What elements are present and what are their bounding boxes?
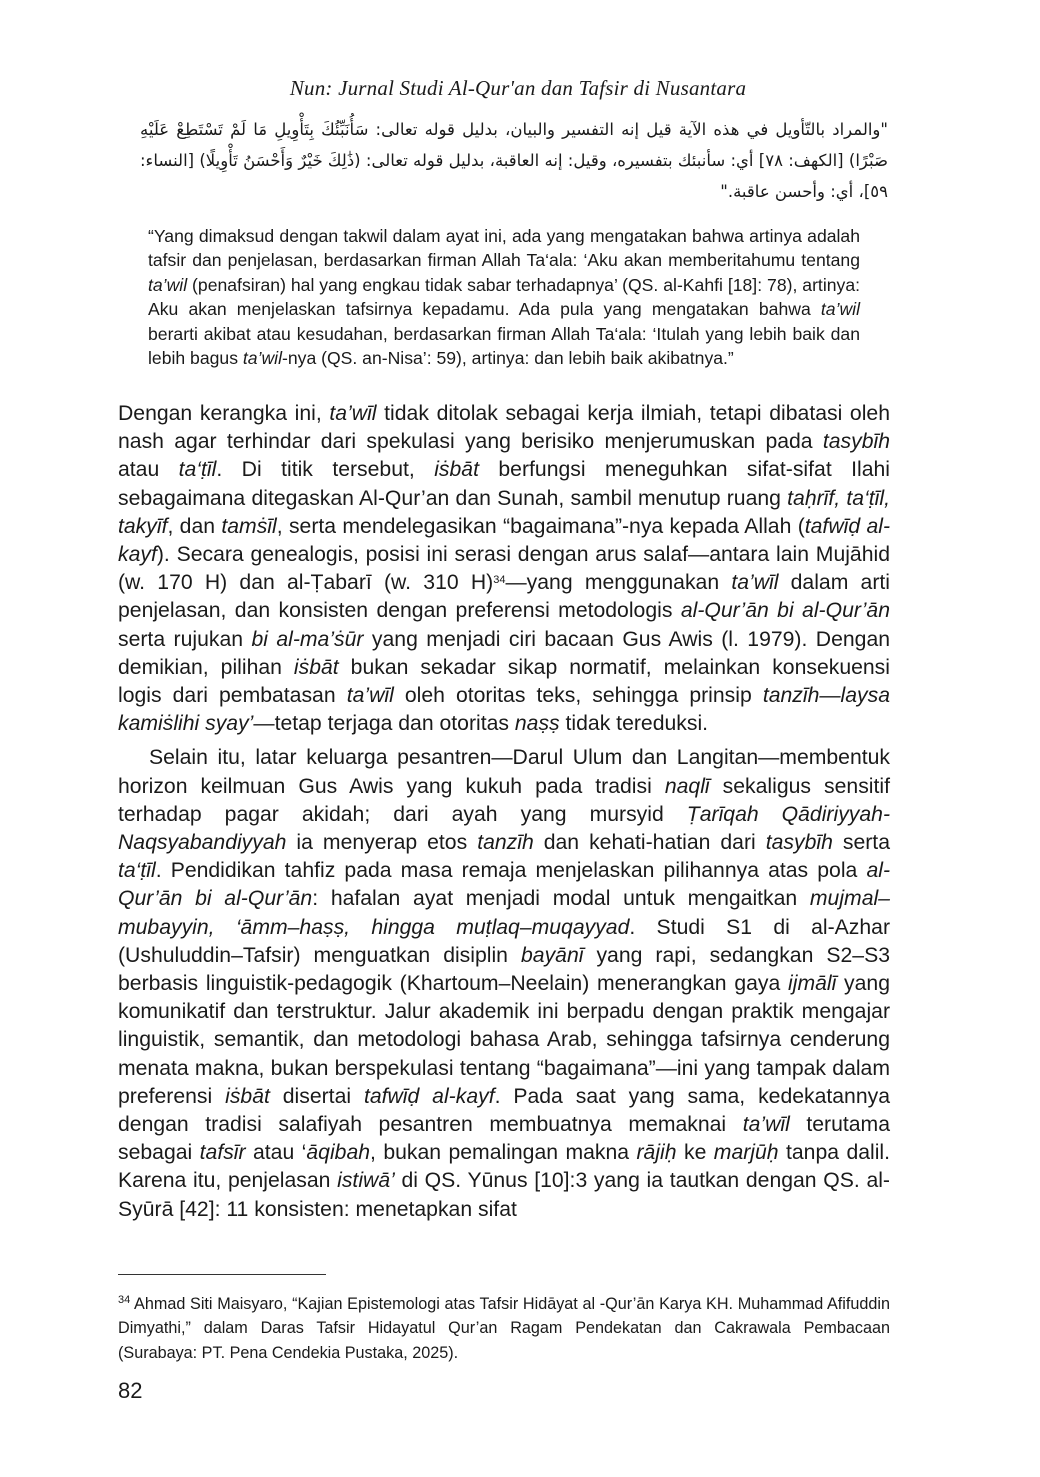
footnote-reference[interactable]: 34 [493, 574, 506, 587]
running-head: Nun: Jurnal Studi Al-Qur'an dan Tafsir di Nusantara [289, 76, 747, 100]
footnote-divider [118, 1274, 326, 1275]
body-paragraph-1: Dengan kerangka ini, ta’wīl tidak ditolak sebagai kerja ilmiah, tetapi dibatasi oleh nash agar terhindar dari spekulasi yang berisiko menjerumuskan pada tasybīh atau ta‘ṭīl. Di titik tersebut, iṡbāt berfungsi meneguhkan sifat-sifat Ilahi sebagaimana ditegaskan Al-Qur’an dan Sunah, sambil menutup ruang taḥrīf, ta‘ṭīl, takyīf, dan tamṡīl, serta mendelegasikan “bagaimana”-nya kepada Allah (tafwīḍ al-kayf). Secara genealogis, posisi ini serasi dengan arus salaf—antara lain Mujāhid (w. 170 H) dan al-Ṭabarī (w. 310 H)$^{34}$—yang menggunakan ta’wīl dalam arti penjelasan, dan konsisten dengan preferensi metodologis al-Qur’ān bi al-Qur’ān serta rujukan bi al-ma’ṡūr yang menjadi ciri bacaan Gus Awis (l. 1979). Dengan demikian, pilihan iṡbāt bukan sekadar sikap normatif, melainkan konsekuensi logis dari pembatasan ta’wīl oleh otoritas teks, sehingga prinsip tanzīh—laysa kamiṡlihi syay’—tetap terjaga dan otoritas naṣṣ tidak tereduksi. [118, 402, 891, 736]
footnote-34 [118, 1292, 890, 1365]
footnote-text: Ahmad Siti Maisyaro, “Kajian Epistemologi atas Tafsir Hidāyat al -Qur’ān Karya KH. Muhammad Afifuddin Dimyathi,” dalam Daras Tafsir Hidayatul Qur’an Ragam Pendekatan dan Cakrawala Pembacaan (Surabaya: PT. Pena Cendekia Pustaka, 2025). [118, 1295, 890, 1362]
arabic-quotation: "والمراد بالتّأويل في هذه الآية قيل إنه التفسير والبيان، بدليل قوله تعالى: سَأُنَبِّئُكَ بِتَأْوِيلِ مَا لَمْ تَسْتَطِعْ عَلَيْهِ صَبْرًا) [الكهف: ٧٨] أي: سأنبئك بتفسيره، وقيل: إنه العاقبة، بدليل قوله تعالى: (ذَٰلِكَ خَيْرٌ وَأَحْسَنُ تَأْوِيلًا) [النساء: ٥٩]، أي: وأحسن عاقبة." [140, 120, 888, 201]
body-paragraph-2: Selain itu, latar keluarga pesantren—Darul Ulum dan Langitan—membentuk horizon keilmuan Gus Awis yang kukuh pada tradisi naqlī sekaligus sensitif terhadap pagar akidah; dari ayah yang mursyid Ṭarīqah Qādiriyyah-Naqsyabandiyyah ia menyerap etos tanzīh dan kehati-hatian dari tasybīh serta ta‘ṭīl. Pendidikan tahfiz pada masa remaja menjelaskan pilihannya atas pola al-Qur’ān bi al-Qur’ān: hafalan ayat menjadi modal untuk mengaitkan mujmal–mubayyin, ‘āmm–haṣṣ, hingga muṭlaq–muqayyad. Studi S1 di al-Azhar (Ushuluddin–Tafsir) menguatkan disiplin bayānī yang rapi, sedangkan S2–S3 berbasis linguistik-pedagogik (Khartoum–Neelain) menerangkan gaya ijmālī yang komunikatif dan terstruktur. Jalur akademik ini berpadu dengan praktik mengajar linguistik, semantik, dan metodologi bahasa Arab, sehingga tafsirnya cenderung menata makna, bukan berspekulasi tentang “bagaimana”—ini yang tampak dalam preferensi iṡbāt disertai tafwīḍ al-kayf. Pada saat yang sama, kedekatannya dengan tradisi salafiyah pesantren membuatnya memaknai ta’wīl terutama sebagai tafsīr atau ‘āqibah, bukan pemalingan makna rājiḥ ke marjūḥ tanpa dalil. Karena itu, penjelasan istiwā’ di QS. Yūnus [10]:3 yang ia tautkan dengan QS. al-Syūrā [42]: 11 konsisten: menetapkan sifat [118, 746, 891, 1221]
body-text [118, 400, 890, 1230]
block-quote-translation: “Yang dimaksud dengan takwil dalam ayat ini, ada yang mengatakan bahwa artinya adalah tafsir dan penjelasan, berdasarkan firman Allah Ta‘ala: ‘Aku akan memberitahumu tentang ta’wil (penafsiran) hal yang engkau tidak sabar terhadapnya’ (QS. al-Kahfi [18]: 78), artinya: Aku akan menjelaskan tafsirnya kepadamu. Ada pula yang mengatakan bahwa ta’wil berarti akibat atau kesudahan, berdasarkan firman Allah Ta‘ala: ‘Itulah yang lebih baik dan lebih bagus ta’wil-nya (QS. an-Nisa’: 59), artinya: dan lebih baik akibatnya.” [148, 226, 860, 369]
page-number: 82 [118, 1378, 143, 1403]
footnote-number: 34 [118, 1294, 131, 1306]
